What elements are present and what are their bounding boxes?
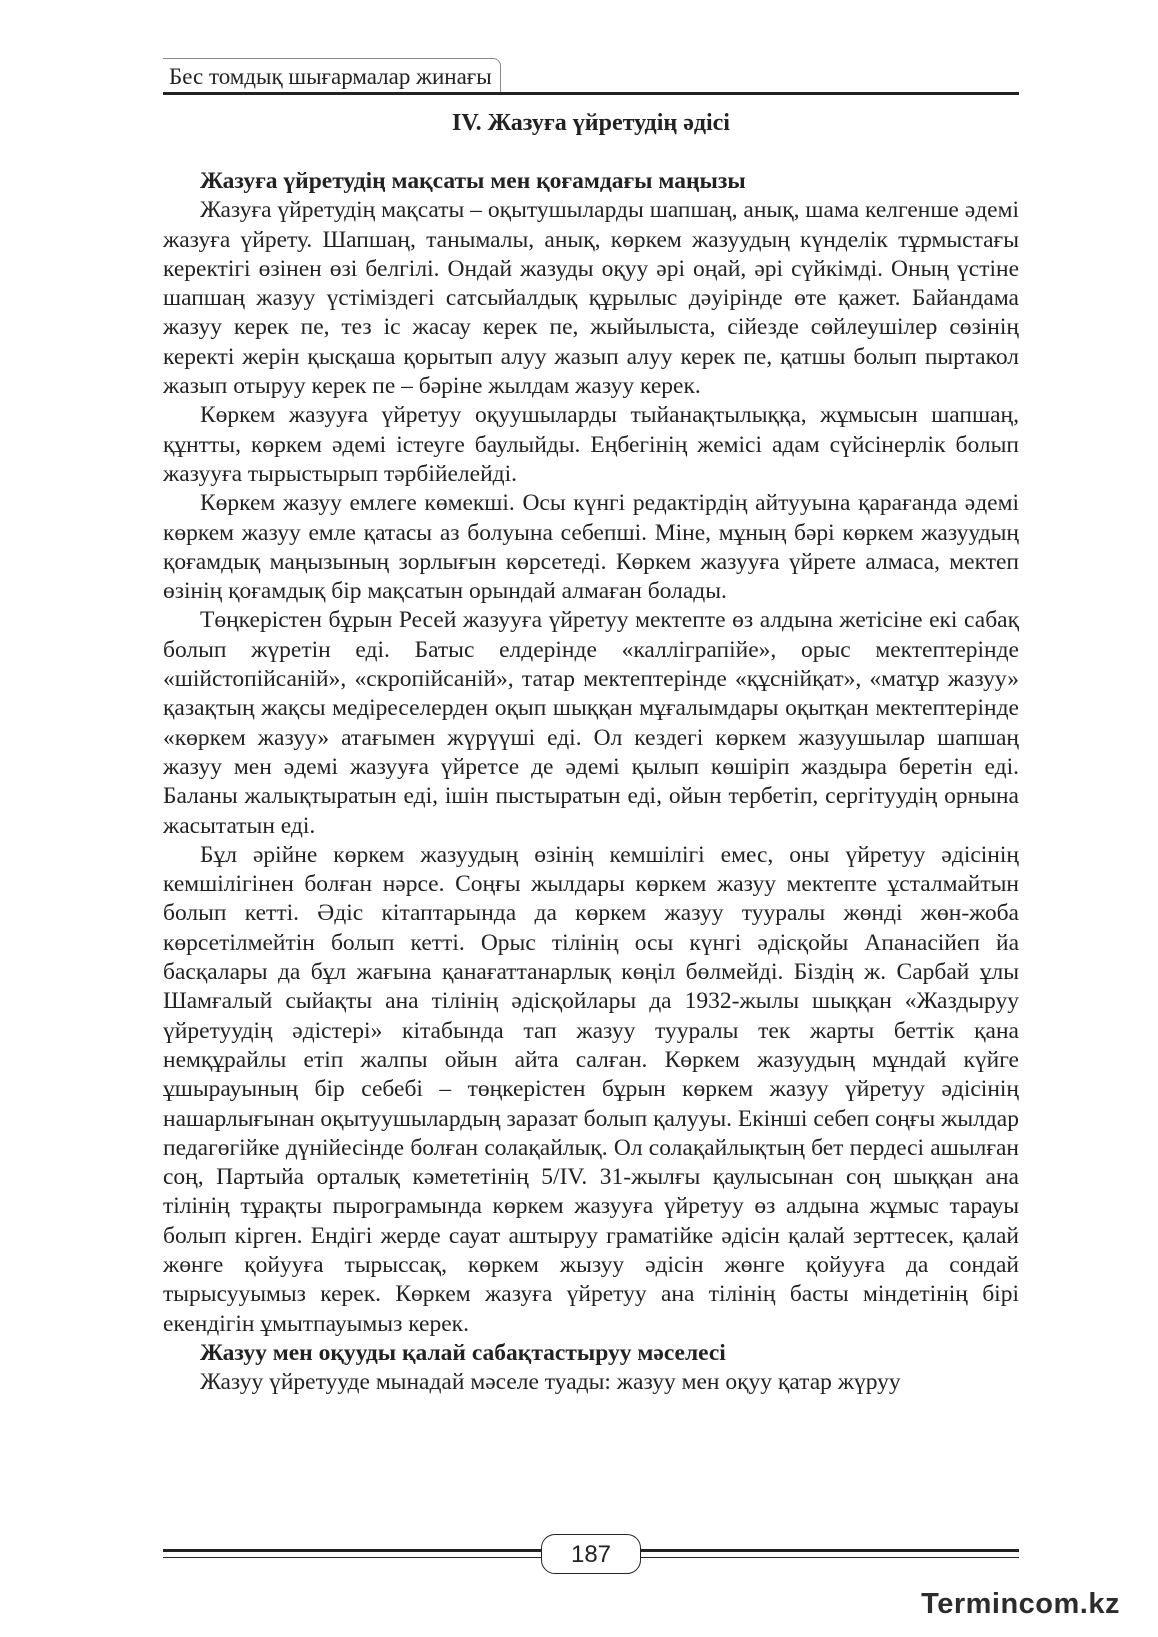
body-text xyxy=(163,167,1019,1397)
section-heading-continuity: Жазуу мен оқууды қалай сабақтастыруу мәселесі xyxy=(200,1339,726,1366)
section-heading-goal: Жазуға үйретудің мақсаты мен қоғамдағы маңызы xyxy=(200,168,746,194)
running-header xyxy=(163,58,1019,94)
paragraph-2: Көркем жазууға үйретуу оқуушыларды тыйанақтылыққа, жұмысын шапшаң, құнтты, көркем әдемі істеуге баулыйды. Еңбегінің жемісі адам сүйсінерлік болып жазууға тырыстырып тәрбійелейді. xyxy=(163,402,1019,487)
watermark-logo: Termincom.kz xyxy=(921,1588,1120,1620)
page-footer xyxy=(163,1534,1019,1578)
paragraph-1: Жазуға үйретудің мақсаты – оқытушыларды шапшаң, анық, шама келгенше әдемі жазуға үйрету. Шапшаң, танымалы, анық, көркем жазуудың күнделік тұрмыстағы керектігі өзінен өзі белгілі. Ондай жазуды оқуу әрі оңай, әрі сүйкімді. Оның үстіне шапшаң жазуу үстіміздегі сатсыйалдық құрылыс дəуірінде өте қажет. Байандама жазуу керек пе, тез іс жасау керек пе, жыйылыста, сійезде сөйлеушілер сөзінің керекті жерін қысқаша қорытып алуу жазып алуу керек пе, қатшы болып пыртакол жазып отыруу керек пе – бəріне жылдам жазуу керек. xyxy=(163,197,1019,400)
paragraph-5: Бұл әрійне көркем жазуудың өзінің кемшілігі емес, оны үйретуу әдісінің кемшілігінен болған нәрсе. Соңғы жылдары көркем жазуу мектепте ұсталмайтын болып кетті. Әдіс кітаптарында да көркем жазуу тууралы жөнді жөн-жоба көрсетілмейтін болып кетті. Орыс тілінің осы күнгі әдісқойы Апанасійеп йа басқалары да бұл жағына қанағаттанарлық көңіл бөлмейді. Біздің ж. Сарбай ұлы Шамғалый сыйақты ана тілінің әдісқойлары да 1932-жылы шыққан «Жаздыруу үйретуудің әдістері» кітабында тап жазуу тууралы тек жарты беттік қана немқұрайлы етіп жалпы ойын айта салған. Көркем жазуудың мұндай күйге ұшырауының бір себебі – төңкерістен бұрын көркем жазуу үйретуу әдісінің нашарлығынан оқытуушылардың заразат болып қалууы. Екінші себеп соңғы жылдар педагөгійке дүнійесінде болған солақайлық. Ол солақайлықтың бет пердесі ашылған соң, Партыйа орталық кәмететінің 5/IV. 31-жылғы қаулысынан соң шыққан ана тілінің тұрақты пырограмында көркем жазууға үйретуу өз алдына жұмыс тарауы болып кірген. Ендігі жерде сауат аштыруу граматійке әдісін қалай зерттесек, қалай жөнге қойууға тырыссақ, көркем жызуу әдісін жөнге қойууға да сондай тырысууымыз керек. Көркем жазуға үйретуу ана тілінің басты міндетінің бірі екендігін ұмытпауымыз керек. xyxy=(163,841,1019,1337)
paragraph-6: Жазуу үйретууде мынадай мәселе туады: жазуу мен оқуу қатар жүруу xyxy=(200,1369,901,1396)
paragraph-3: Көркем жазуу емлеге көмекші. Осы күнгі редактірдің айтууына қарағанда әдемі көркем жазуу емле қатасы аз болуына себепші. Міне, мұның бәрі көркем жазуудың қоғамдық маңызының зорлығын көрсетеді. Көркем жазууға үйрете алмаса, мектеп өзінің қоғамдық бір мақсатын орындай алмаған болады. xyxy=(163,490,1019,605)
footer-rule-right xyxy=(641,1549,1019,1558)
running-header-title: Бес томдық шығармалар жинағы xyxy=(163,58,501,92)
chapter-title: IV. Жазуға үйретудің әдісі xyxy=(452,110,730,136)
paragraph-4: Төңкерістен бұрын Ресей жазууға үйретуу мектепте өз алдына жетісіне екі сабақ болып жүретін еді. Батыс елдерінде «калліграпійе», орыс мектептерінде «шійстопійсаній», «скропійсаній», татар мектептерінде «құснійқат», «матұр жазуу» қазақтың жақсы медіреселерден оқып шыққан мұғалымдары оқытқан мектептерінде «көркем жазуу» атағымен жүрүүші еді. Ол кездегі көркем жазуушылар шапшаң жазуу мен әдемі жазууға үйретсе де әдемі қылып көшіріп жаздыра беретін еді. Баланы жалықтыратын еді, ішін пыстыратын еді, ойын тербетіп, сергітуудің орнына жасытатын еді. xyxy=(163,607,1019,839)
page-number: 187 xyxy=(541,1534,641,1574)
header-rule xyxy=(163,92,1019,95)
footer-rule-left xyxy=(163,1549,541,1558)
